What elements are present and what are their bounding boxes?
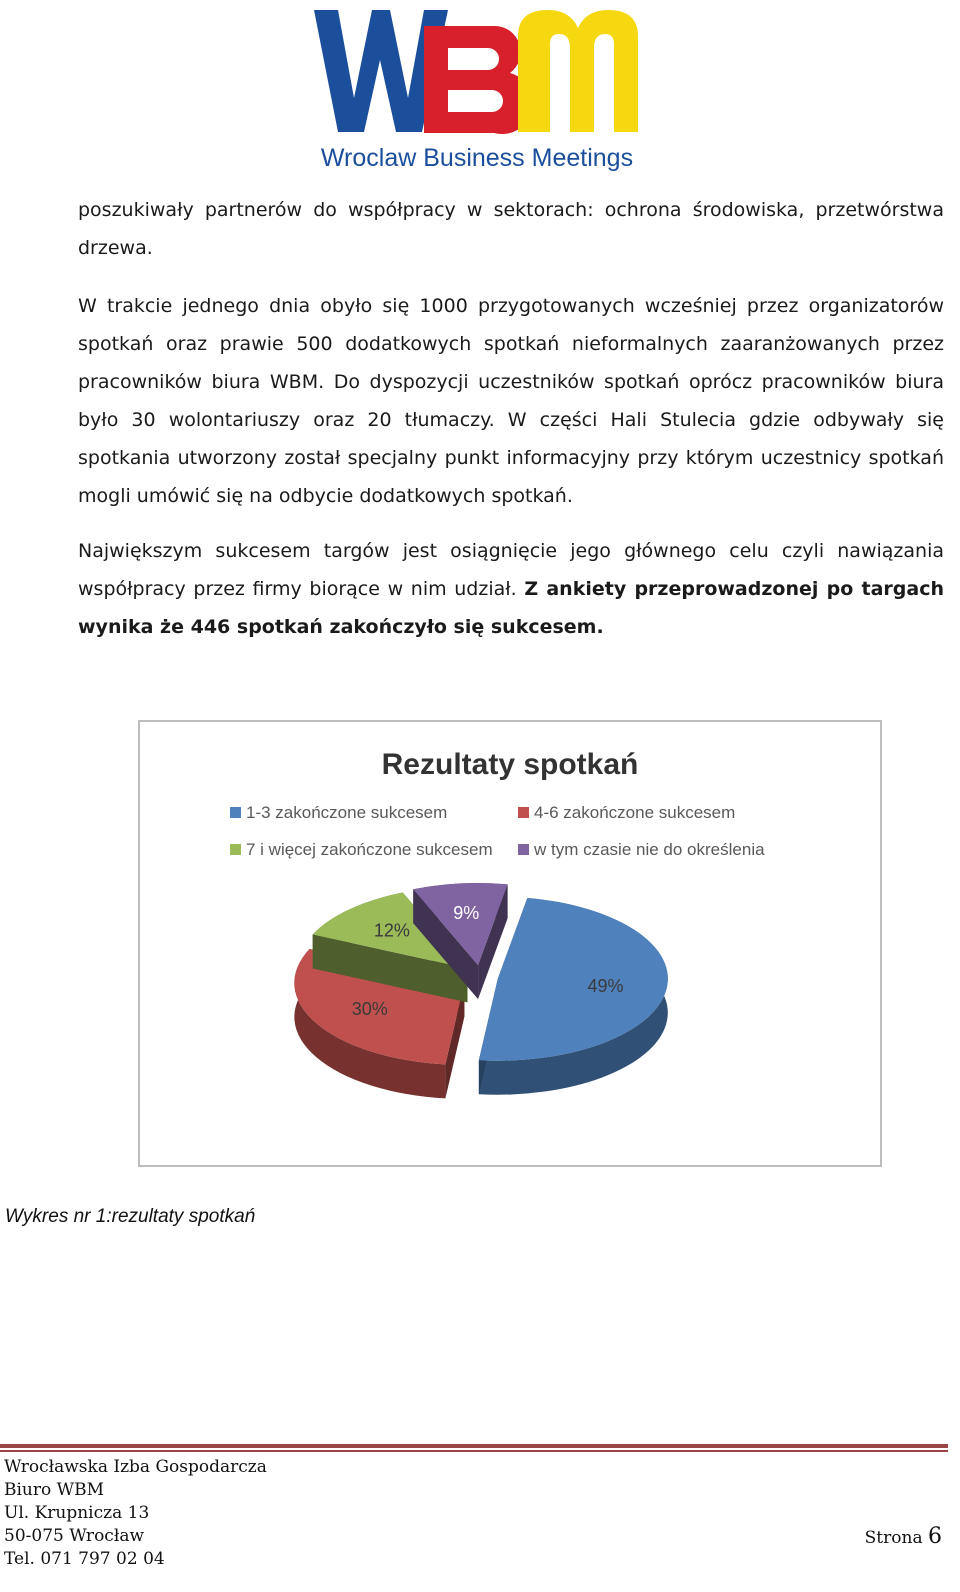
footer-line-city: 50-075 Wrocław — [4, 1526, 145, 1546]
legend-label-3: 7 i więcej zakończone sukcesem — [246, 840, 493, 859]
paragraph-1: poszukiwały partnerów do współpracy w sektorach: ochrona środowiska, przetwórstwa drzewa. — [78, 199, 944, 259]
chart-legend — [230, 803, 765, 859]
legend-swatch-3 — [230, 844, 241, 855]
footer-rule-thin — [0, 1450, 948, 1452]
chart-caption: Wykres nr 1:rezultaty spotkań — [5, 1206, 256, 1227]
paragraph-3-bold: Z ankiety przeprowadzonej po targach wynika że 446 spotkań zakończyło się sukcesem. — [78, 578, 944, 638]
results-chart — [138, 720, 882, 1167]
paragraph-3-text: Największym sukcesem targów jest osiągnięcie jego głównego celu czyli nawiązania współpracy przez firmy biorące w nim udział. — [78, 540, 944, 600]
footer-line-phone: Tel. 071 797 02 04 — [4, 1549, 165, 1569]
chart-title: Rezultaty spotkań — [381, 748, 639, 781]
pie-label-4: 9% — [453, 902, 480, 923]
legend-swatch-2 — [518, 807, 529, 818]
footer-line-street: Ul. Krupnicza 13 — [4, 1503, 150, 1523]
paragraph-2: W trakcie jednego dnia obyło się 1000 przygotowanych wcześniej przez organizatorów spotkań oraz prawie 500 dodatkowych spotkań nieformalnych zaaranżowanych przez pracowników biura WBM. Do dyspozycji uczestników spotkań oprócz pracowników biura było 30 wolontariuszy oraz 20 tłumaczy. W części Hali Stulecia gdzie odbywały się spotkania utworzony został specjalny punkt informacyjny przy którym uczestnicy spotkań mogli umówić się na odbycie dodatkowych spotkań. — [78, 295, 944, 507]
legend-label-4: w tym czasie nie do określenia — [534, 840, 765, 859]
page-number — [865, 1524, 942, 1549]
legend-swatch-1 — [230, 807, 241, 818]
wbm-logo-graphic — [312, 4, 642, 174]
legend-swatch-4 — [518, 844, 529, 855]
pie-label-2: 30% — [351, 998, 388, 1019]
pie-label-3: 12% — [373, 920, 410, 941]
wbm-logo — [312, 4, 642, 174]
pie-chart-svg — [140, 722, 880, 1165]
page-label: Strona — [864, 1528, 923, 1548]
footer-line-office: Biuro WBM — [4, 1480, 105, 1500]
logo-tagline: Wroclaw Business Meetings — [320, 144, 634, 172]
footer-line-org: Wrocławska Izba Gospodarcza — [4, 1457, 267, 1477]
page-number-value: 6 — [928, 1524, 942, 1549]
paragraph-3 — [78, 532, 944, 646]
pie-label-1: 49% — [587, 976, 624, 997]
legend-label-2: 4-6 zakończone sukcesem — [534, 803, 736, 822]
footer-address — [4, 1456, 267, 1571]
legend-label-1: 1-3 zakończone sukcesem — [246, 803, 448, 822]
footer-rule-thick — [0, 1444, 948, 1448]
